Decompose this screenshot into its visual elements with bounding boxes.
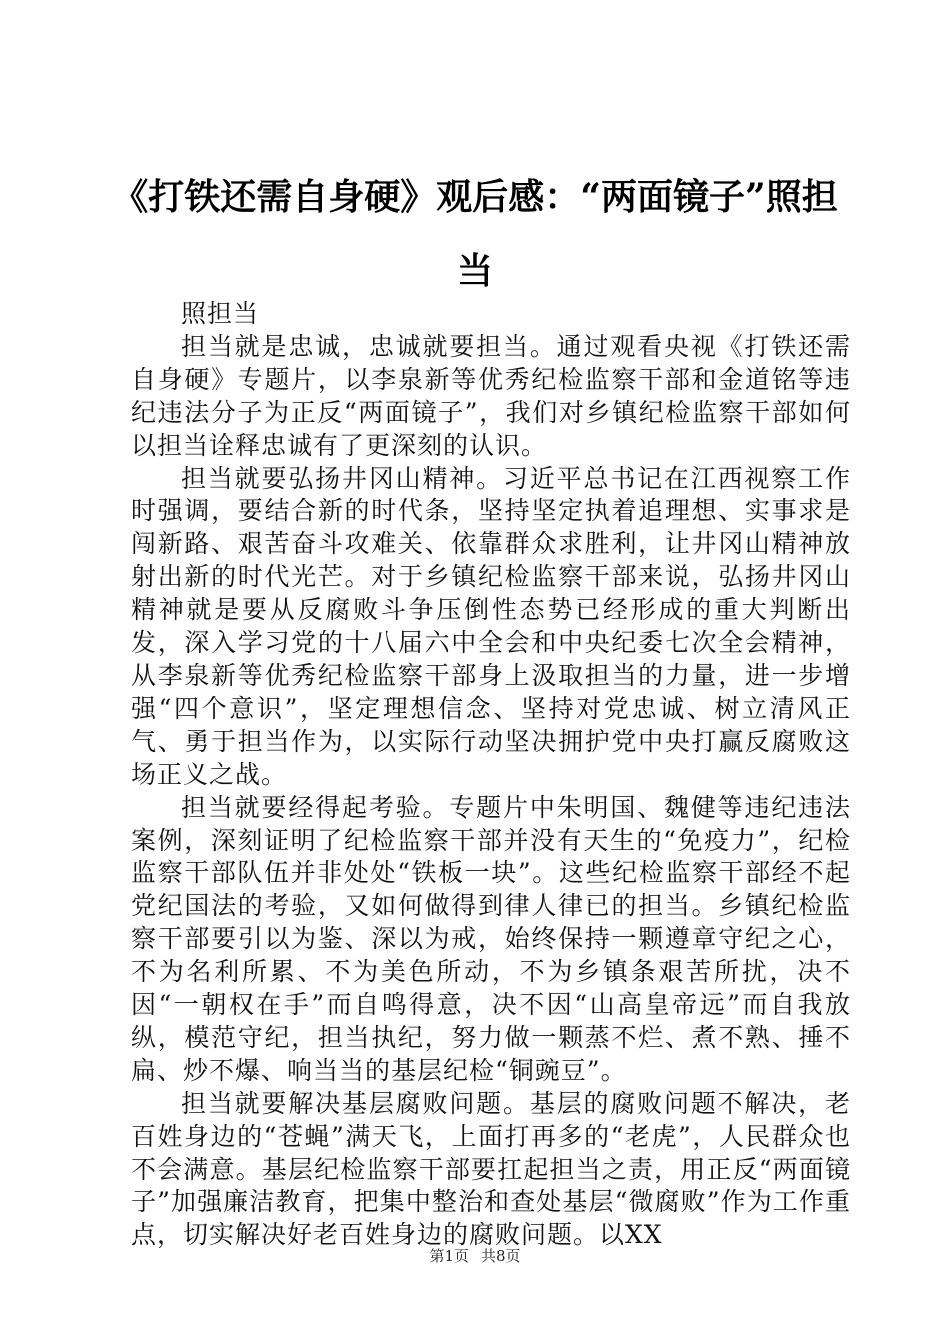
paragraph: 担当就是忠诚，忠诚就要担当。通过观看央视《打铁还需自身硬》专题片，以李泉新等优秀纪检监察干部和金道铭等违纪违法分子为正反“两面镜子”，我们对乡镇纪检监察干部如何以担当诠释忠诚有了更深刻的认识。	[131, 331, 851, 460]
paragraph: 担当就要经得起考验。专题片中朱明国、魏健等违纪违法案例，深刻证明了纪检监察干部并没有天生的“免疫力”，纪检监察干部队伍并非处处“铁板一块”。这些纪检监察干部经不起党纪国法的考验，又如何做得到律人律已的担当。乡镇纪检监察干部要引以为鉴、深以为戒，始终保持一颗遵章守纪之心，不为名利所累、不为美色所动，不为乡镇条艰苦所扰，决不因“一朝权在手”而自鸣得意，决不因“山高皇帝远”而自我放纵，模范守纪，担当执纪，努力做一颗蒸不烂、煮不熟、捶不扁、炒不爆、响当当的基层纪检“铜豌豆”。	[131, 792, 851, 1085]
document-title: 《打铁还需自身硬》观后感：“两面镜子”照担当	[112, 176, 838, 292]
document-body	[131, 298, 851, 1252]
page-total: 共8页	[481, 1247, 521, 1265]
paragraph: 照担当	[181, 299, 260, 328]
page-number: 第1页	[429, 1247, 469, 1265]
page-footer	[0, 1245, 950, 1266]
paragraph: 担当就要解决基层腐败问题。基层的腐败问题不解决，老百姓身边的“苍蝇”满天飞，上面打再多的“老虎”，人民群众也不会满意。基层纪检监察干部要扛起担当之责，用正反“两面镜子”加强廉洁教育，把集中整治和查处基层“微腐败”作为工作重点，切实解决好老百姓身边的腐败问题。以XX	[131, 1088, 851, 1250]
paragraph: 担当就要弘扬井冈山精神。习近平总书记在江西视察工作时强调，要结合新的时代条，坚持坚定执着追理想、实事求是闯新路、艰苦奋斗攻难关、依靠群众求胜利，让井冈山精神放射出新的时代光芒。对于乡镇纪检监察干部来说，弘扬井冈山精神就是要从反腐败斗争压倒性态势已经形成的重大判断出发，深入学习党的十八届六中全会和中央纪委七次全会精神，从李泉新等优秀纪检监察干部身上汲取担当的力量，进一步增强“四个意识”，坚定理想信念、坚持对党忠诚、树立清风正气、勇于担当作为，以实际行动坚决拥护党中央打赢反腐败这场正义之战。	[131, 463, 851, 789]
